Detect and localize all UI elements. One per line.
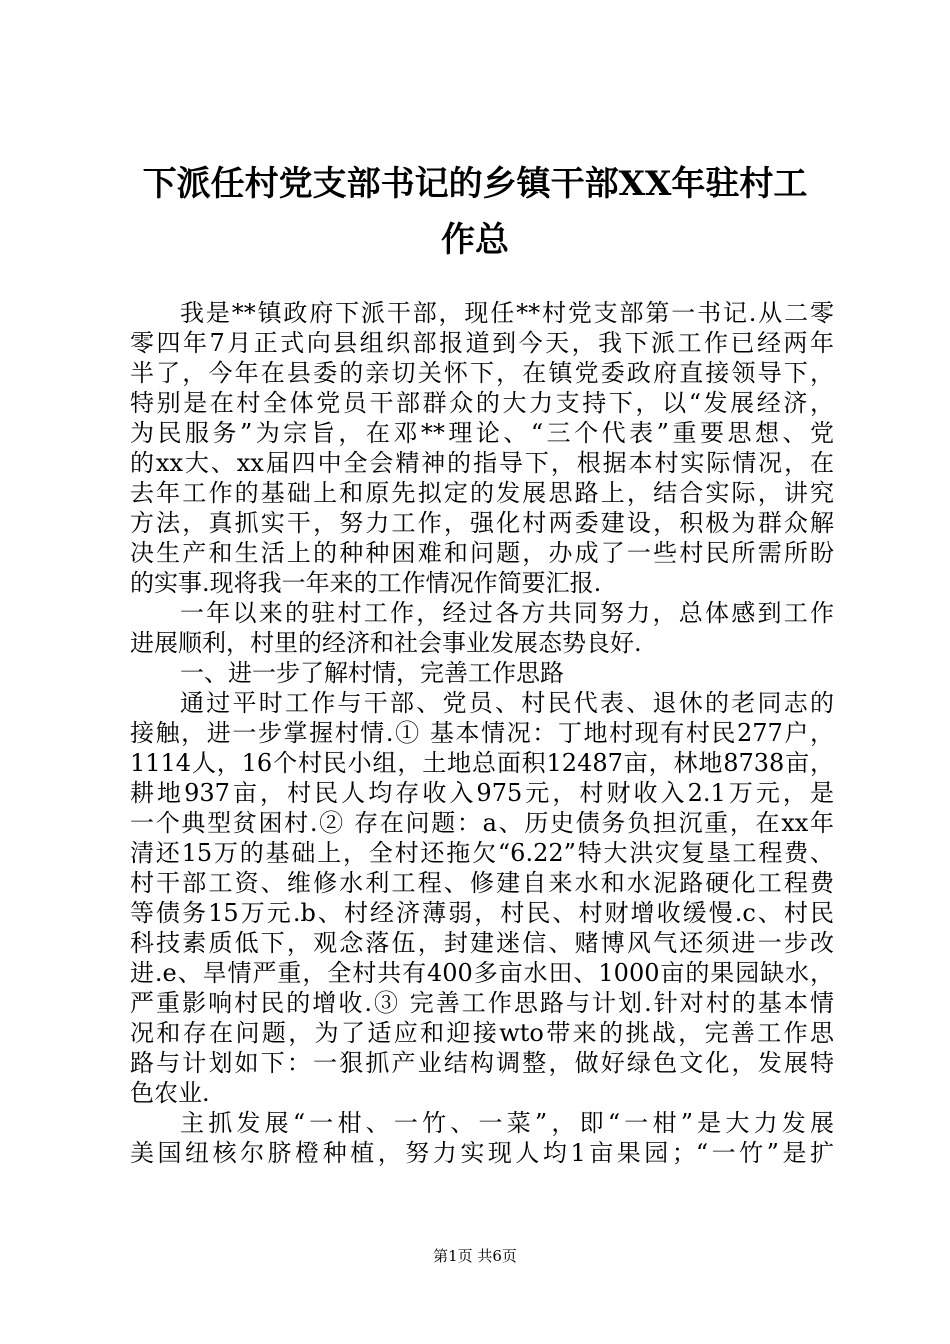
body-line: 况和存在问题，为了适应和迎接wto带来的挑战，完善工作思 [130,1019,834,1047]
section-heading: 一、进一步了解村情，完善工作思路 [180,659,564,687]
body-line: 一年以来的驻村工作，经过各方共同努力，总体感到工作 [180,599,834,627]
page-footer: 第1页 共6页 [433,1247,517,1265]
body-line: 严重影响村民的增收.③ 完善工作思路与计划.针对村的基本情 [130,989,834,1017]
body-line: 科技素质低下，观念落伍，封建迷信、赌博风气还须进一步改 [130,929,834,957]
body-line: 耕地937亩，村民人均存收入975元，村财收入2.1万元，是 [130,779,834,807]
body-line: 色农业. [130,1079,210,1107]
body-line: 接触，进一步掌握村情.① 基本情况：丁地村现有村民277户， [130,719,834,747]
body-line: 方法，真抓实干，努力工作，强化村两委建设，积极为群众解 [130,509,834,537]
body-line: 的实事.现将我一年来的工作情况作简要汇报. [130,569,602,597]
body-line: 为民服务”为宗旨，在邓**理论、“三个代表”重要思想、党 [130,419,834,447]
body-line: 决生产和生活上的种种困难和问题，办成了一些村民所需所盼 [130,539,834,567]
document-title-line-2: 作总 [441,220,509,260]
body-line: 1114人，16个村民小组，土地总面积12487亩，林地8738亩， [130,749,834,777]
body-line: 我是**镇政府下派干部，现任**村党支部第一书记.从二零 [180,299,834,327]
body-line: 零四年7月正式向县组织部报道到今天，我下派工作已经两年 [130,329,834,357]
body-line: 特别是在村全体党员干部群众的大力支持下，以“发展经济， [130,389,834,417]
document-title-line-1: 下派任村党支部书记的乡镇干部XX年驻村工 [142,164,808,204]
body-line: 主抓发展“一柑、一竹、一菜”，即“一柑”是大力发展 [180,1109,834,1137]
body-line: 等债务15万元.b、村经济薄弱，村民、村财增收缓慢.c、村民 [130,899,834,927]
body-line: 进展顺利，村里的经济和社会事业发展态势良好. [130,629,642,657]
document-body [130,298,834,1168]
body-line: 通过平时工作与干部、党员、村民代表、退休的老同志的 [180,689,834,717]
body-line: 村干部工资、维修水利工程、修建自来水和水泥路硬化工程费 [130,869,834,897]
body-line: 半了，今年在县委的亲切关怀下，在镇党委政府直接领导下， [130,359,834,387]
body-line: 的xx大、xx届四中全会精神的指导下，根据本村实际情况，在 [130,449,834,477]
body-line: 美国纽核尔脐橙种植，努力实现人均1亩果园；“一竹”是扩 [130,1139,834,1167]
body-line: 一个典型贫困村.② 存在问题：a、历史债务负担沉重，在xx年 [130,809,834,837]
body-line: 进.e、旱情严重，全村共有400多亩水田、1000亩的果园缺水， [130,959,834,987]
body-line: 路与计划如下：一狠抓产业结构调整，做好绿色文化，发展特 [130,1049,834,1077]
body-line: 去年工作的基础上和原先拟定的发展思路上，结合实际，讲究 [130,479,834,507]
body-line: 清还15万的基础上，全村还拖欠“6.22”特大洪灾复垦工程费、 [130,839,834,867]
